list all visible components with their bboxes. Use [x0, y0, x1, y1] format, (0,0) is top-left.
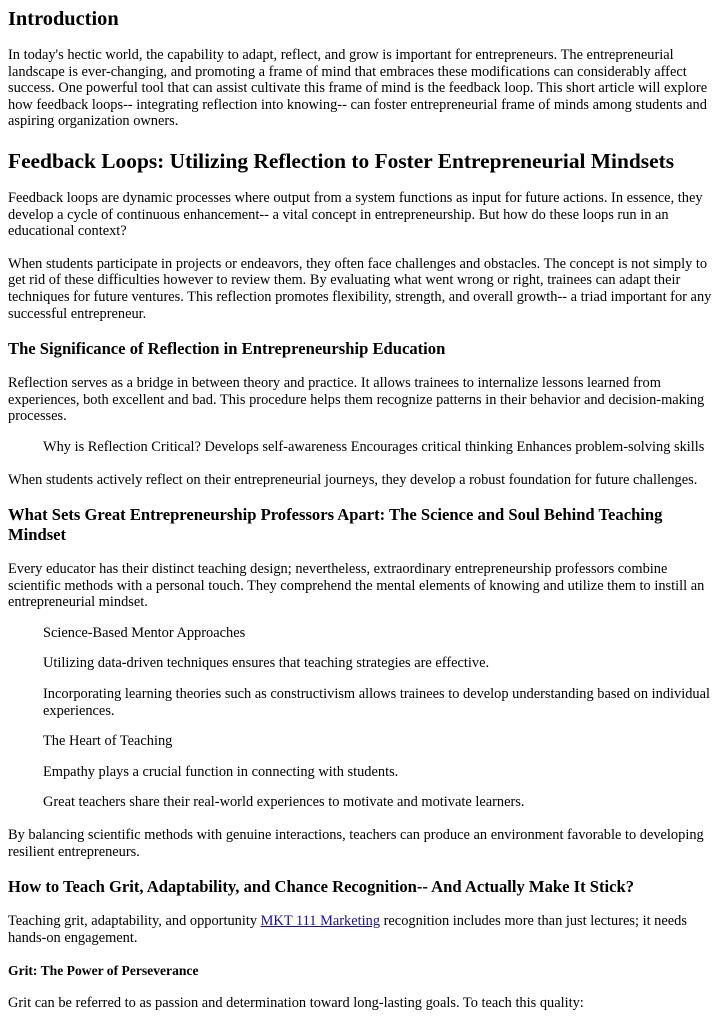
- feedback-paragraph-2: When students participate in projects or endeavors, they often face challenges and obstacles. The concept is not simply to get rid of these difficulties however to review them. By evaluating what went wrong or right, trainees can adapt their techniques for future ventures. This reflection promotes flexibility, strength, and overall growth-- a triad important for any successful entrepreneur.: [8, 255, 712, 322]
- grit-text-before: Teaching grit, adaptability, and opportunity: [8, 913, 261, 930]
- professors-quote-line: Utilizing data-driven techniques ensures that teaching strategies are effective.: [43, 655, 490, 672]
- professors-quote-line: The Heart of Teaching: [43, 733, 173, 750]
- significance-heading: The Significance of Reflection in Entrepreneurship Education: [8, 339, 446, 359]
- intro-paragraph: In today's hectic world, the capability to adapt, reflect, and grow is important for entrepreneurs. The entrepreneurial landscape is ever-changing, and promoting a frame of mind that embraces these modifications can considerably affect success. One powerful tool that can assist cultivate this frame of mind is the feedback loop. This short article will explore how feedback loops-- integrating reflection into knowing-- can foster entrepreneurial frame of minds among students and aspiring organization owners.: [8, 47, 708, 130]
- perseverance-paragraph-1: Grit can be referred to as passion and determination toward long-lasting goals. To teach this quality:: [8, 995, 584, 1012]
- grit-paragraph-1: [8, 913, 713, 946]
- significance-paragraph-2: When students actively reflect on their entrepreneurial journeys, they develop a robust foundation for future challenges.: [8, 471, 698, 488]
- professors-quote-line: Empathy plays a crucial function in connecting with students.: [43, 763, 399, 780]
- intro-heading: Introduction: [8, 8, 119, 30]
- professors-heading: What Sets Great Entrepreneurship Professors Apart: The Science and Soul Behind Teaching Mindset: [8, 505, 663, 545]
- significance-quote: [43, 439, 713, 456]
- mkt-111-marketing-link[interactable]: MKT 111 Marketing: [260, 913, 381, 930]
- significance-quote-text: Why is Reflection Critical? Develops self-awareness Encourages critical thinking Enhances problem-solving skills: [43, 438, 705, 455]
- grit-heading: How to Teach Grit, Adaptability, and Chance Recognition-- And Actually Make It Stick?: [8, 877, 635, 897]
- article: [0, 7, 720, 1012]
- professors-quote-line: Incorporating learning theories such as constructivism allows trainees to develop understanding based on individual experiences.: [43, 686, 711, 719]
- professors-quote-line: Science-Based Mentor Approaches: [43, 624, 246, 641]
- professors-paragraph-2: By balancing scientific methods with genuine interactions, teachers can produce an environment favorable to developing resilient entrepreneurs.: [8, 827, 704, 860]
- professors-quote-line: Great teachers share their real-world experiences to motivate and motivate learners.: [43, 794, 525, 811]
- grit-text-after: recognition includes more than just lectures; it needs hands-on engagement.: [8, 913, 687, 946]
- feedback-heading: Feedback Loops: Utilizing Reflection to Foster Entrepreneurial Mindsets: [8, 148, 675, 173]
- significance-paragraph-1: Reflection serves as a bridge in between theory and practice. It allows trainees to internalize lessons learned from experiences, both excellent and bad. This procedure helps them recognize patterns in their behavior and decision-making processes.: [8, 375, 705, 425]
- perseverance-heading: Grit: The Power of Perseverance: [8, 963, 199, 979]
- professors-quote: [43, 625, 713, 811]
- professors-paragraph-1: Every educator has their distinct teaching design; nevertheless, extraordinary entrepreneurship professors combine scientific methods with a personal touch. They comprehend the mental elements of knowing and utilize them to instill an entrepreneurial mindset.: [8, 561, 705, 611]
- feedback-paragraph-1: Feedback loops are dynamic processes where output from a system functions as input for future actions. In essence, they develop a cycle of continuous enhancement-- a vital concept in entrepreneurship. But how do these loops run in an educational context?: [8, 189, 703, 240]
